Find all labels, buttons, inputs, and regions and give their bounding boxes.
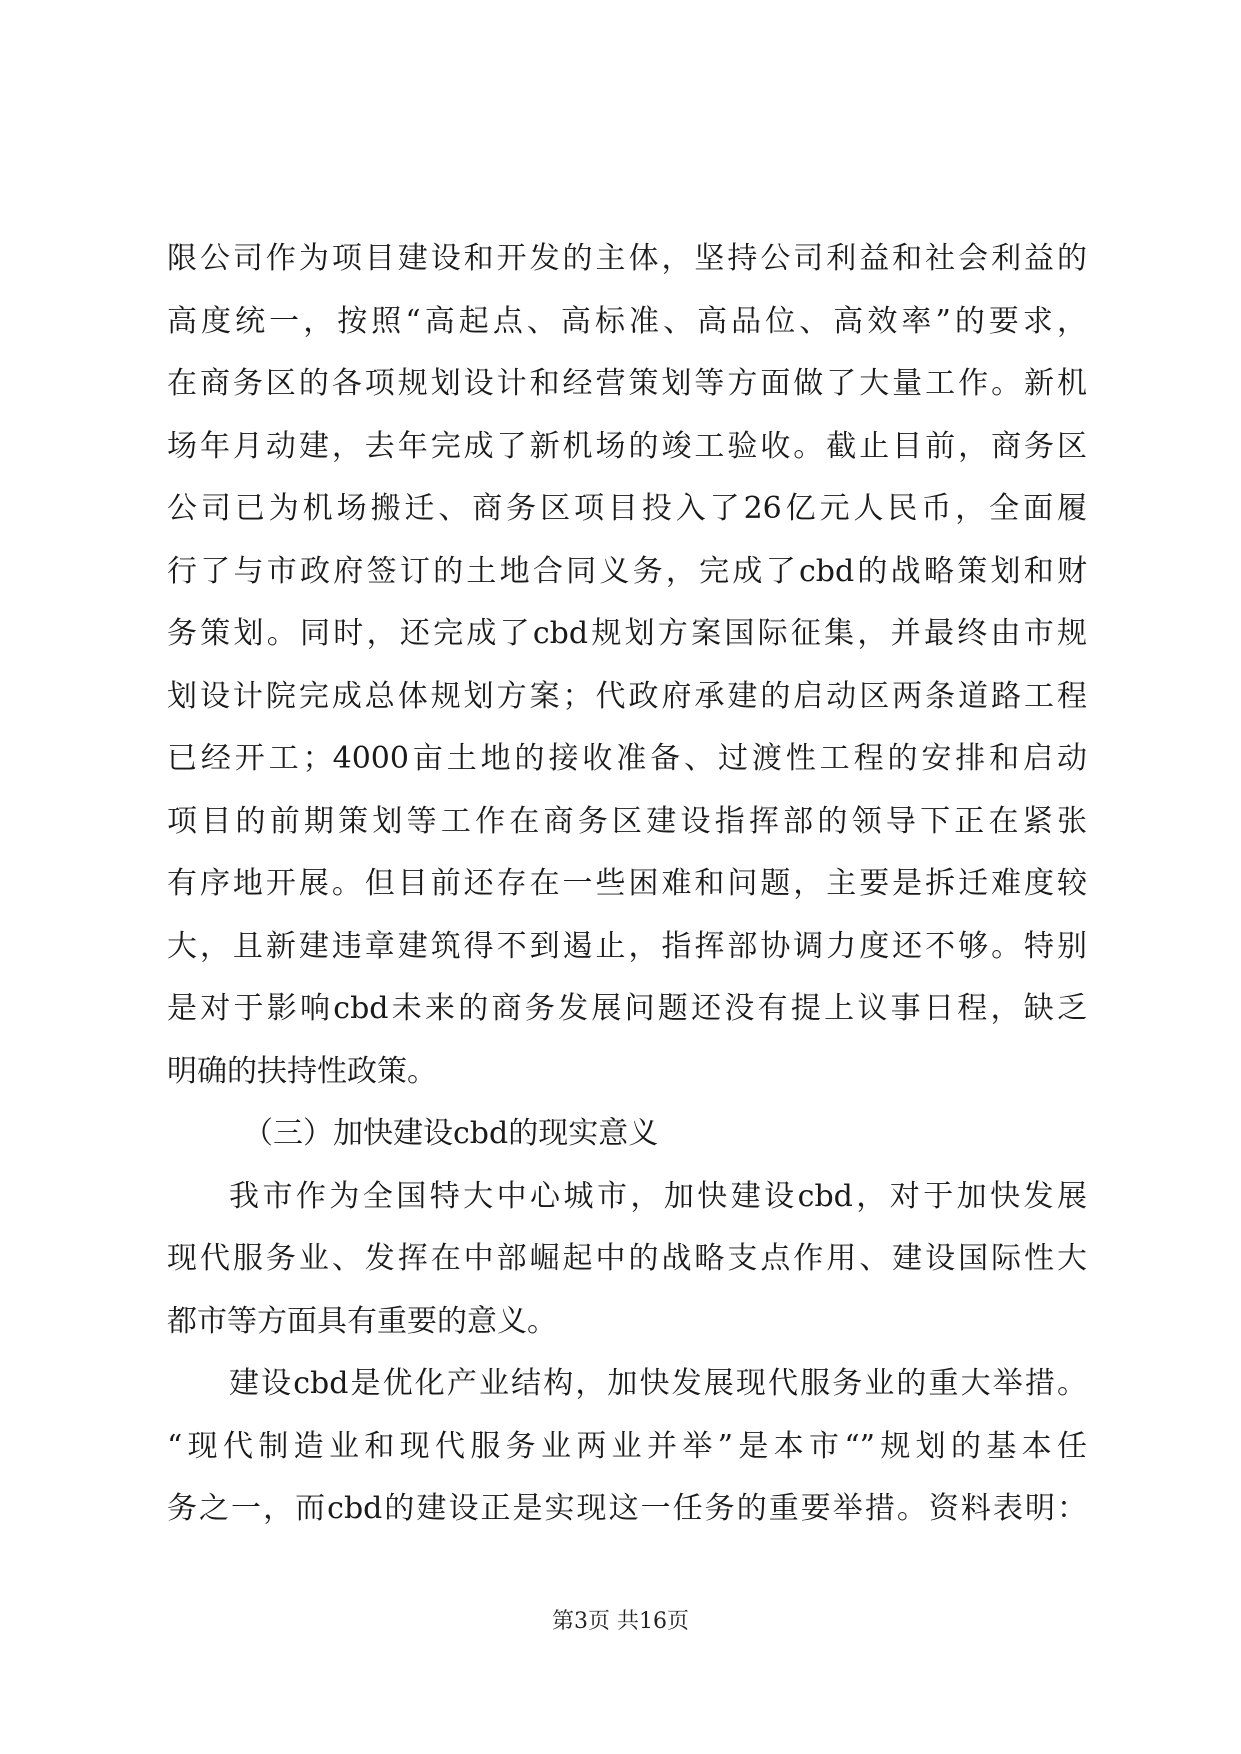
text-line: 务策划。同时，还完成了cbd规划方案国际征集，并最终由市规 [167, 616, 1087, 651]
text-line: 项目的前期策划等工作在商务区建设指挥部的领导下正在紧张 [167, 803, 1087, 839]
text-line: 限公司作为项目建设和开发的主体，坚持公司利益和社会利益的 [167, 241, 1087, 276]
text-line: 公司已为机场搬迁、商务区项目投入了26亿元人民币，全面履 [167, 491, 1087, 526]
text-line: 已经开工；4000亩土地的接收准备、过渡性工程的安排和启动 [167, 741, 1087, 776]
section-heading: （三）加快建设cbd的现实意义 [243, 1116, 659, 1151]
text-line: 大，且新建违章建筑得不到遏止，指挥部协调力度还不够。特别 [167, 928, 1087, 964]
text-line: 建设cbd是优化产业结构，加快发展现代服务业的重大举措。 [229, 1366, 1087, 1401]
text-line: 现代服务业、发挥在中部崛起中的战略支点作用、建设国际性大 [167, 1241, 1087, 1276]
text-line: 务之一，而cbd的建设正是实现这一任务的重要举措。资料表明： [167, 1491, 1087, 1526]
text-line: 划设计院完成总体规划方案；代政府承建的启动区两条道路工程 [167, 678, 1087, 714]
text-line: 明确的扶持性政策。 [167, 1053, 437, 1089]
text-line: “现代制造业和现代服务业两业并举”是本市“”规划的基本任 [167, 1428, 1087, 1464]
text-line: 我市作为全国特大中心城市，加快建设cbd，对于加快发展 [229, 1178, 1087, 1214]
text-line: 高度统一，按照“高起点、高标准、高品位、高效率”的要求， [167, 303, 1087, 339]
text-line: 都市等方面具有重要的意义。 [167, 1303, 557, 1339]
text-line: 场年月动建，去年完成了新机场的竣工验收。截止目前，商务区 [167, 428, 1087, 464]
text-line: 有序地开展。但目前还存在一些困难和问题，主要是拆迁难度较 [167, 866, 1087, 901]
document-body [167, 228, 1087, 1541]
text-line: 是对于影响cbd未来的商务发展问题还没有提上议事日程，缺乏 [167, 991, 1087, 1026]
text-line: 行了与市政府签订的土地合同义务，完成了cbd的战略策划和财 [167, 553, 1087, 589]
page-number-footer: 第3页 共16页 [552, 1609, 689, 1634]
text-line: 在商务区的各项规划设计和经营策划等方面做了大量工作。新机 [167, 366, 1087, 401]
